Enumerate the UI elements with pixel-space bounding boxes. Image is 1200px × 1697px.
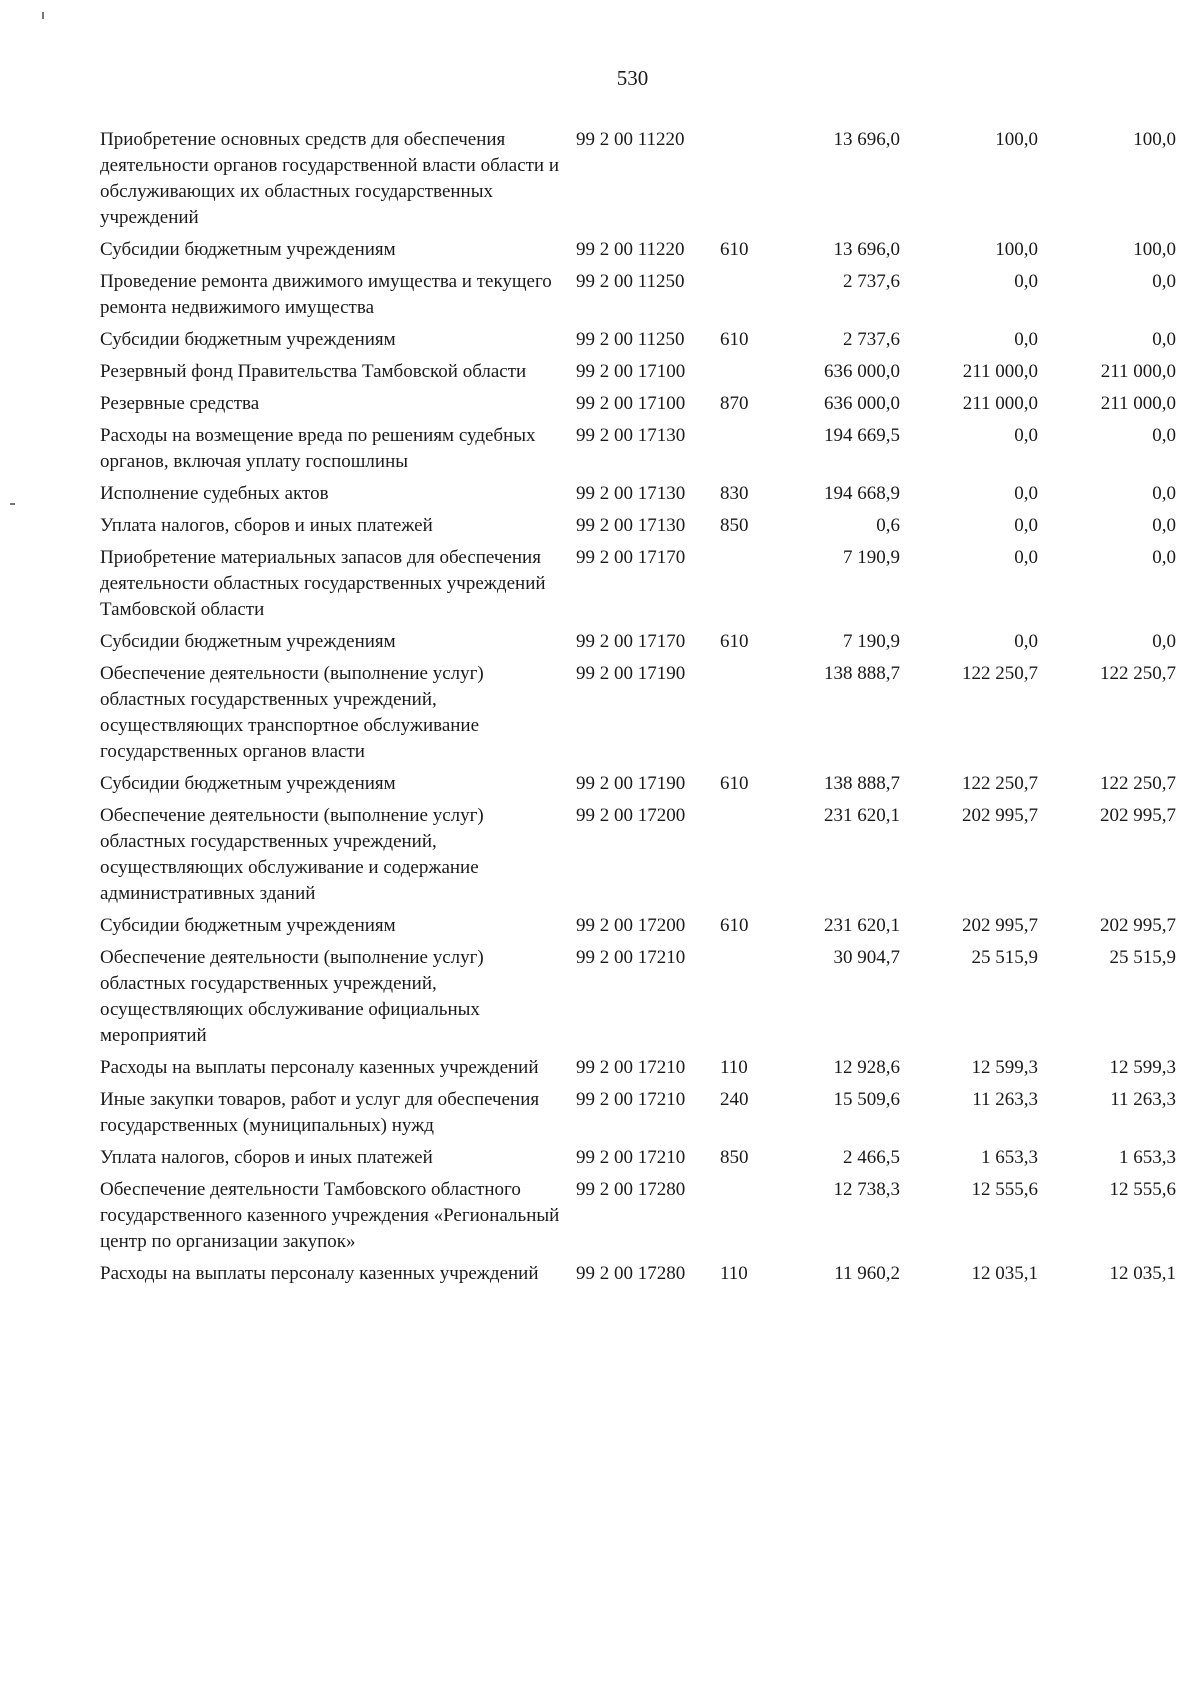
row-name: Расходы на возмещение вреда по решениям судебных органов, включая уплату госпошлины	[100, 425, 536, 472]
table-row	[100, 388, 1176, 420]
row-value-year-3: 211 000,0	[1100, 393, 1176, 414]
row-code: 99 2 00 17190	[576, 663, 686, 684]
row-value-year-1: 2 737,6	[843, 329, 900, 350]
row-code: 99 2 00 17190	[576, 773, 686, 794]
row-expense-type: 830	[720, 483, 749, 504]
row-name: Субсидии бюджетным учреждениям	[100, 915, 396, 936]
row-value-year-1: 7 190,9	[843, 547, 900, 568]
row-code: 99 2 00 17130	[576, 425, 686, 446]
row-name: Проведение ремонта движимого имущества и текущего ремонта недвижимого имущества	[100, 271, 552, 318]
scan-artifact-mark	[42, 12, 44, 19]
row-name: Уплата налогов, сборов и иных платежей	[100, 515, 433, 536]
row-expense-type: 850	[720, 515, 749, 536]
row-value-year-2: 100,0	[995, 239, 1038, 260]
row-name: Расходы на выплаты персоналу казенных учреждений	[100, 1263, 539, 1284]
row-code: 99 2 00 11250	[576, 329, 685, 350]
row-value-year-2: 25 515,9	[971, 947, 1038, 968]
row-expense-type: 110	[720, 1263, 748, 1284]
row-value-year-2: 0,0	[1014, 329, 1038, 350]
table-row	[100, 1084, 1176, 1142]
row-name: Расходы на выплаты персоналу казенных учреждений	[100, 1057, 539, 1078]
row-expense-type: 610	[720, 239, 749, 260]
row-value-year-1: 0,6	[876, 515, 900, 536]
row-expense-type: 610	[720, 915, 749, 936]
row-expense-type	[718, 1174, 776, 1258]
row-name: Приобретение основных средств для обеспечения деятельности органов государственной власти области и обслуживающих их областных государственных учреждений	[100, 129, 560, 228]
row-value-year-1: 11 960,2	[834, 1263, 900, 1284]
row-value-year-1: 138 888,7	[824, 773, 900, 794]
table-row	[100, 478, 1176, 510]
table-row	[100, 800, 1176, 910]
row-value-year-2: 0,0	[1014, 483, 1038, 504]
row-expense-type	[718, 420, 776, 478]
row-code: 99 2 00 17280	[576, 1263, 686, 1284]
row-value-year-2: 0,0	[1014, 425, 1038, 446]
row-expense-type	[718, 124, 776, 234]
table-row	[100, 942, 1176, 1052]
row-code: 99 2 00 17100	[576, 361, 686, 382]
row-value-year-3: 0,0	[1152, 547, 1176, 568]
row-value-year-1: 194 668,9	[824, 483, 900, 504]
row-value-year-3: 12 555,6	[1109, 1179, 1176, 1200]
row-value-year-3: 0,0	[1152, 271, 1176, 292]
row-value-year-3: 11 263,3	[1110, 1089, 1176, 1110]
row-value-year-1: 13 696,0	[833, 129, 900, 150]
row-value-year-2: 122 250,7	[962, 773, 1038, 794]
table-row	[100, 910, 1176, 942]
row-code: 99 2 00 17170	[576, 631, 686, 652]
row-name: Уплата налогов, сборов и иных платежей	[100, 1147, 433, 1168]
row-value-year-2: 0,0	[1014, 271, 1038, 292]
row-value-year-2: 202 995,7	[962, 805, 1038, 826]
row-expense-type: 610	[720, 773, 749, 794]
row-name: Субсидии бюджетным учреждениям	[100, 631, 396, 652]
row-value-year-3: 211 000,0	[1100, 361, 1176, 382]
row-code: 99 2 00 17210	[576, 1089, 686, 1110]
row-name: Субсидии бюджетным учреждениям	[100, 773, 396, 794]
row-value-year-2: 122 250,7	[962, 663, 1038, 684]
row-value-year-3: 202 995,7	[1100, 915, 1176, 936]
row-value-year-3: 202 995,7	[1100, 805, 1176, 826]
table-row	[100, 510, 1176, 542]
row-value-year-3: 0,0	[1152, 425, 1176, 446]
row-value-year-2: 0,0	[1014, 547, 1038, 568]
row-expense-type	[718, 356, 776, 388]
row-code: 99 2 00 17200	[576, 915, 686, 936]
row-value-year-2: 202 995,7	[962, 915, 1038, 936]
table-row	[100, 266, 1176, 324]
row-expense-type: 110	[720, 1057, 748, 1078]
row-value-year-3: 100,0	[1133, 239, 1176, 260]
row-expense-type: 870	[720, 393, 749, 414]
row-value-year-3: 0,0	[1152, 483, 1176, 504]
row-code: 99 2 00 17170	[576, 547, 686, 568]
row-value-year-1: 15 509,6	[833, 1089, 900, 1110]
row-value-year-2: 11 263,3	[972, 1089, 1038, 1110]
row-expense-type	[718, 800, 776, 910]
row-code: 99 2 00 17280	[576, 1179, 686, 1200]
row-code: 99 2 00 17210	[576, 1057, 686, 1078]
row-value-year-1: 30 904,7	[833, 947, 900, 968]
row-code: 99 2 00 17210	[576, 1147, 686, 1168]
row-expense-type: 240	[720, 1089, 749, 1110]
row-value-year-3: 25 515,9	[1109, 947, 1176, 968]
row-name: Обеспечение деятельности (выполнение услуг) областных государственных учреждений, осуществляющих обслуживание и содержание административных зданий	[100, 805, 484, 904]
budget-table	[100, 124, 1176, 1290]
row-value-year-2: 12 599,3	[971, 1057, 1038, 1078]
page-number: 530	[616, 66, 649, 90]
row-value-year-1: 194 669,5	[824, 425, 900, 446]
row-name: Резервные средства	[100, 393, 260, 414]
table-row	[100, 768, 1176, 800]
row-expense-type	[718, 942, 776, 1052]
row-code: 99 2 00 17130	[576, 515, 686, 536]
row-value-year-3: 100,0	[1133, 129, 1176, 150]
table-body	[100, 124, 1176, 1290]
table-row	[100, 420, 1176, 478]
row-value-year-3: 12 035,1	[1109, 1263, 1176, 1284]
row-value-year-2: 12 035,1	[971, 1263, 1038, 1284]
row-value-year-2: 1 653,3	[981, 1147, 1038, 1168]
row-code: 99 2 00 11250	[576, 271, 685, 292]
row-expense-type	[718, 542, 776, 626]
row-value-year-2: 211 000,0	[962, 361, 1038, 382]
table-row	[100, 1142, 1176, 1174]
row-name: Обеспечение деятельности (выполнение услуг) областных государственных учреждений, осуществляющих транспортное обслуживание государственных органов власти	[100, 663, 484, 762]
table-row	[100, 658, 1176, 768]
row-expense-type: 610	[720, 329, 749, 350]
row-code: 99 2 00 17130	[576, 483, 686, 504]
row-value-year-1: 2 737,6	[843, 271, 900, 292]
row-code: 99 2 00 17210	[576, 947, 686, 968]
row-value-year-1: 2 466,5	[843, 1147, 900, 1168]
row-code: 99 2 00 11220	[576, 129, 685, 150]
row-value-year-2: 0,0	[1014, 631, 1038, 652]
row-expense-type	[718, 266, 776, 324]
row-value-year-2: 211 000,0	[962, 393, 1038, 414]
row-value-year-3: 0,0	[1152, 329, 1176, 350]
row-value-year-1: 12 738,3	[833, 1179, 900, 1200]
row-expense-type: 610	[720, 631, 749, 652]
row-name: Иные закупки товаров, работ и услуг для обеспечения государственных (муниципальных) нужд	[100, 1089, 540, 1136]
row-value-year-3: 122 250,7	[1100, 773, 1176, 794]
table-row	[100, 626, 1176, 658]
row-value-year-2: 12 555,6	[971, 1179, 1038, 1200]
row-value-year-3: 0,0	[1152, 515, 1176, 536]
row-value-year-3: 0,0	[1152, 631, 1176, 652]
table-row	[100, 542, 1176, 626]
row-name: Приобретение материальных запасов для обеспечения деятельности областных государственных учреждений Тамбовской области	[100, 547, 546, 620]
row-value-year-3: 122 250,7	[1100, 663, 1176, 684]
row-name: Резервный фонд Правительства Тамбовской области	[100, 361, 527, 382]
row-value-year-1: 138 888,7	[824, 663, 900, 684]
row-expense-type: 850	[720, 1147, 749, 1168]
row-value-year-1: 7 190,9	[843, 631, 900, 652]
row-value-year-3: 12 599,3	[1109, 1057, 1176, 1078]
table-row	[100, 324, 1176, 356]
row-value-year-1: 636 000,0	[824, 361, 900, 382]
row-code: 99 2 00 17100	[576, 393, 686, 414]
table-row	[100, 1258, 1176, 1290]
row-name: Обеспечение деятельности (выполнение услуг) областных государственных учреждений, осуществляющих обслуживание официальных мероприятий	[100, 947, 484, 1046]
table-row	[100, 124, 1176, 234]
table-row	[100, 356, 1176, 388]
row-name: Субсидии бюджетным учреждениям	[100, 239, 396, 260]
row-code: 99 2 00 11220	[576, 239, 685, 260]
table-row	[100, 234, 1176, 266]
table-row	[100, 1052, 1176, 1084]
row-name: Исполнение судебных актов	[100, 483, 329, 504]
row-value-year-1: 231 620,1	[824, 805, 900, 826]
row-value-year-2: 0,0	[1014, 515, 1038, 536]
scan-artifact-mark	[10, 503, 15, 505]
table-row	[100, 1174, 1176, 1258]
row-value-year-1: 636 000,0	[824, 393, 900, 414]
row-code: 99 2 00 17200	[576, 805, 686, 826]
row-value-year-1: 13 696,0	[833, 239, 900, 260]
row-name: Субсидии бюджетным учреждениям	[100, 329, 396, 350]
row-name: Обеспечение деятельности Тамбовского областного государственного казенного учреждения «Региональный центр по организации закупок»	[100, 1179, 560, 1252]
row-expense-type	[718, 658, 776, 768]
row-value-year-3: 1 653,3	[1119, 1147, 1176, 1168]
row-value-year-1: 12 928,6	[833, 1057, 900, 1078]
row-value-year-1: 231 620,1	[824, 915, 900, 936]
row-value-year-2: 100,0	[995, 129, 1038, 150]
